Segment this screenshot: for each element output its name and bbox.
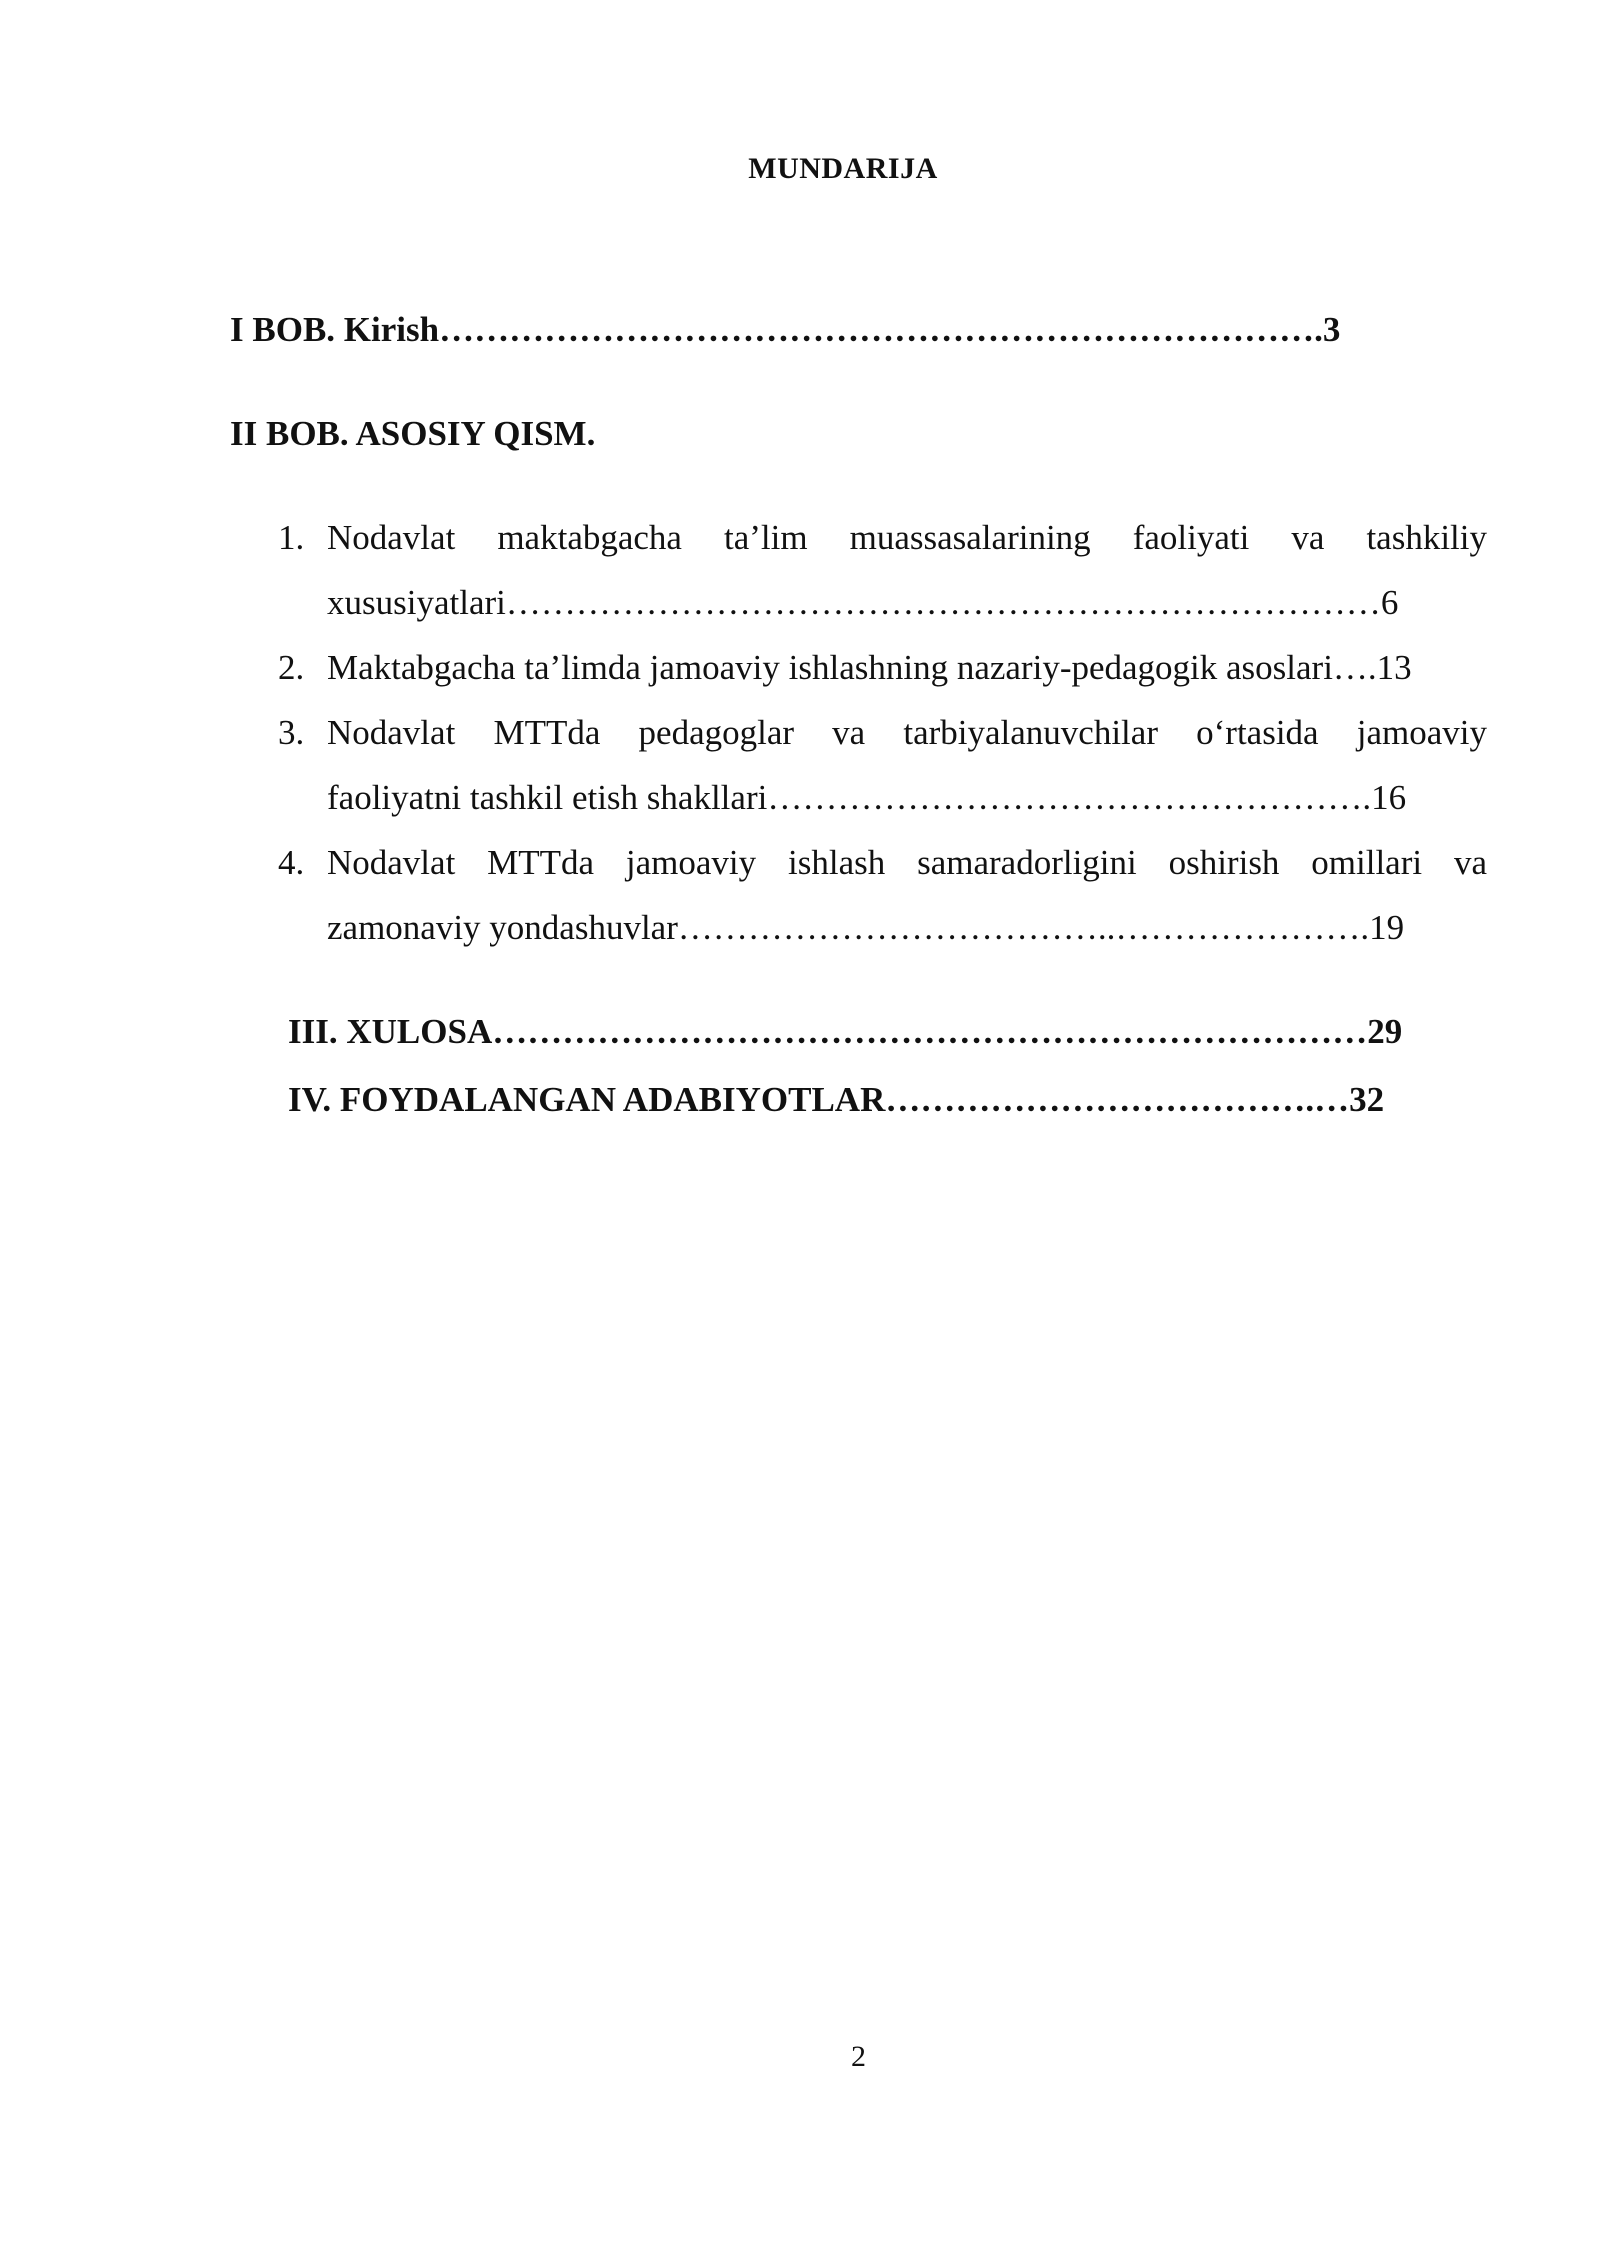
- toc-chapter-2: II BOB. ASOSIY QISM.: [230, 414, 596, 453]
- page-title: MUNDARIJA: [748, 152, 938, 185]
- toc-item-1-line-2: xususiyatlari…………………………………………………………………6: [327, 583, 1399, 622]
- toc-item-3-number: 3.: [278, 713, 305, 752]
- toc-item-1-number: 1.: [278, 518, 305, 557]
- toc-chapter-1: I BOB. Kirish………………………………………………………………….3: [230, 310, 1341, 349]
- toc-item-3-line-1: Nodavlat MTTda pedagoglar va tarbiyalanuvchilar o‘rtasida jamoaviy: [327, 713, 1487, 752]
- toc-conclusion: III. XULOSA…………………………………………………………………29: [288, 1012, 1403, 1051]
- toc-item-2-line-1: Maktabgacha ta’limda jamoaviy ishlashning nazariy-pedagogik asoslari….13: [327, 648, 1412, 687]
- toc-item-4-number: 4.: [278, 843, 305, 882]
- toc-item-4-line-1: Nodavlat MTTda jamoaviy ishlash samaradorligini oshirish omillari va: [327, 843, 1487, 882]
- toc-item-4-line-2: zamonaviy yondashuvlar………………………………..………………….19: [327, 908, 1405, 947]
- toc-item-1-line-1: Nodavlat maktabgacha ta’lim muassasalarining faoliyati va tashkiliy: [327, 518, 1487, 557]
- toc-item-2-number: 2.: [278, 648, 305, 687]
- page-number: 2: [851, 2040, 866, 2073]
- toc-item-3-line-2: faoliyatni tashkil etish shakllari…………………………………………….16: [327, 778, 1407, 817]
- toc-references: IV. FOYDALANGAN ADABIYOTLAR……………………………….…32: [288, 1080, 1385, 1119]
